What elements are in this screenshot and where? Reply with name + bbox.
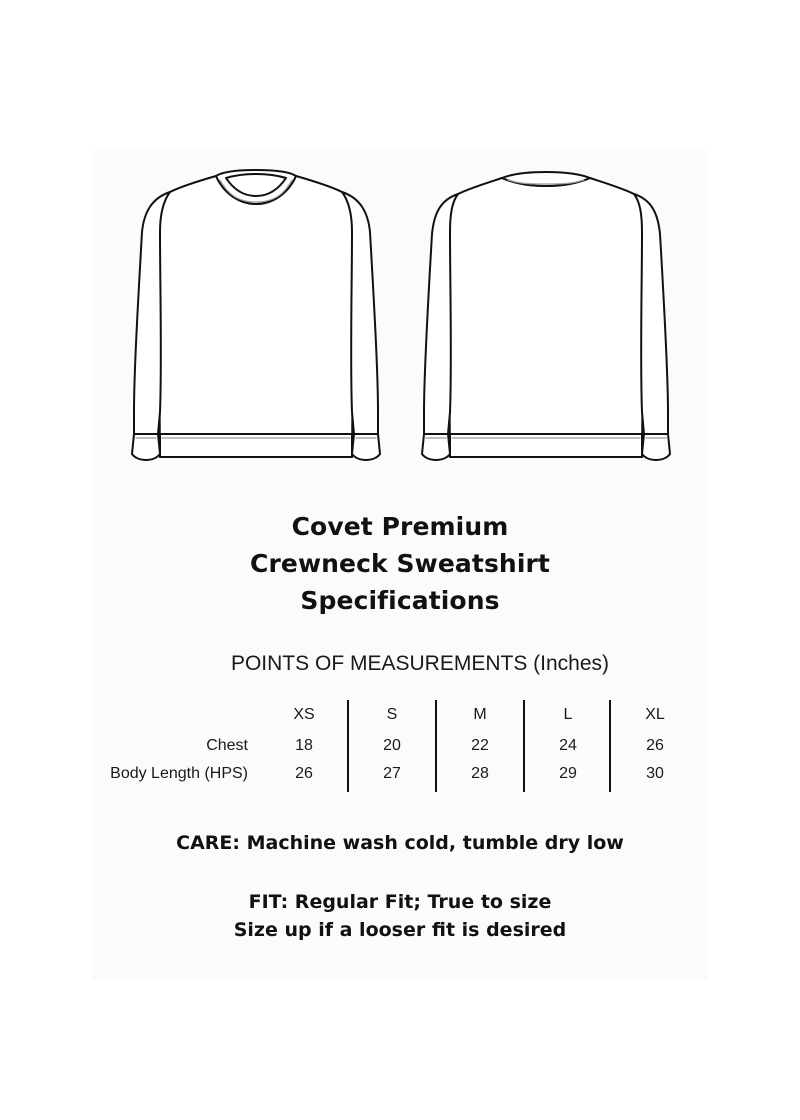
fit-information <box>0 888 800 944</box>
care-instructions: CARE: Machine wash cold, tumble dry low <box>176 832 624 854</box>
title-line: Crewneck Sweatshirt <box>250 549 550 578</box>
column-divider <box>523 700 525 792</box>
column-divider <box>609 700 611 792</box>
row-label-body-length: Body Length (HPS) <box>110 765 248 782</box>
sweatshirt-front-view <box>132 170 380 460</box>
body-length-l-value: 29 <box>559 765 577 782</box>
column-divider <box>435 700 437 792</box>
size-header-m: M <box>473 706 487 723</box>
sweatshirt-back-view <box>422 172 670 460</box>
product-title <box>0 508 800 619</box>
size-header-s: S <box>386 706 398 723</box>
size-header-xl: XL <box>645 706 665 723</box>
fit-line: FIT: Regular Fit; True to size <box>248 891 552 913</box>
size-header-l: L <box>563 706 573 723</box>
chest-m-value: 22 <box>471 737 489 754</box>
fit-line: Size up if a looser fit is desired <box>233 919 567 941</box>
sweatshirt-illustrations <box>110 160 690 480</box>
body-length-m-value: 28 <box>471 765 489 782</box>
chest-s-value: 20 <box>383 737 401 754</box>
chest-xl-value: 26 <box>646 737 664 754</box>
body-length-s-value: 27 <box>383 765 401 782</box>
body-length-xl-value: 30 <box>646 765 664 782</box>
column-divider <box>347 700 349 792</box>
title-line: Specifications <box>300 586 500 615</box>
size-header-xs: XS <box>293 706 315 723</box>
measurement-table <box>0 700 800 795</box>
measurements-heading: POINTS OF MEASUREMENTS (Inches) <box>230 652 610 675</box>
row-label-chest: Chest <box>206 737 248 754</box>
chest-xs-value: 18 <box>295 737 313 754</box>
body-length-xs-value: 26 <box>295 765 313 782</box>
chest-l-value: 24 <box>559 737 577 754</box>
title-line: Covet Premium <box>291 512 509 541</box>
